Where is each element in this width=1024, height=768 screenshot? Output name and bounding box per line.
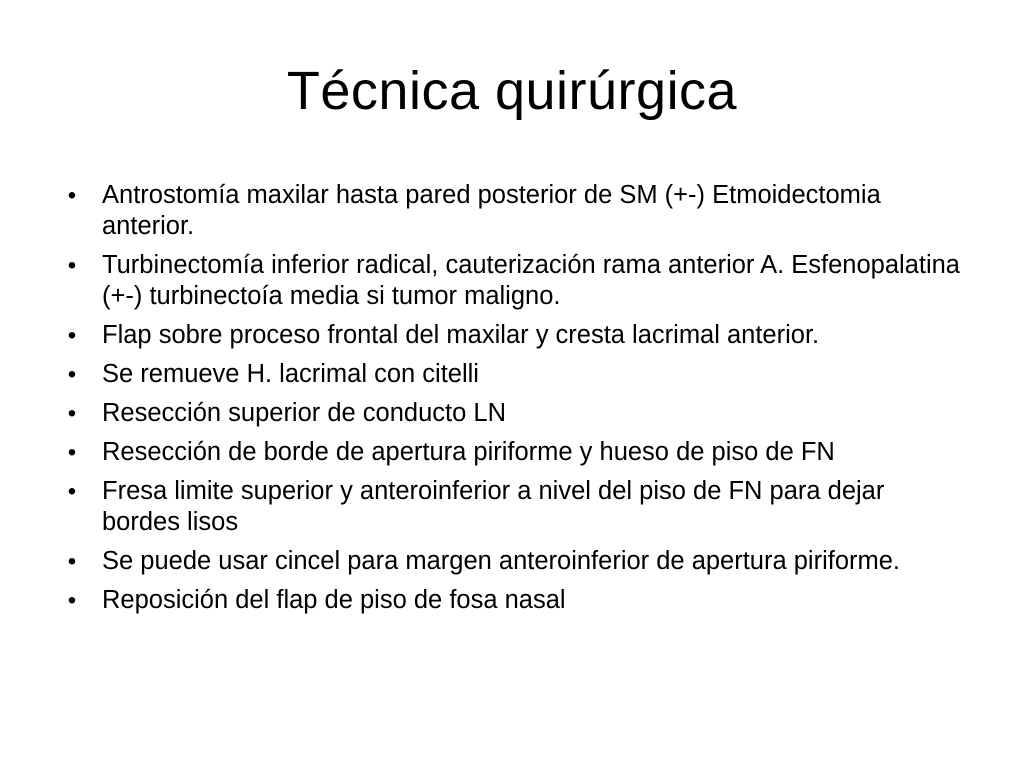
bullet-dot-icon: • (67, 322, 77, 349)
bullet-item (62, 320, 962, 351)
bullet-text: Turbinectomía inferior radical, cauterización rama anterior A. Esfenopalatina (+-) turbinectoía media si tumor maligno. (102, 251, 960, 310)
bullet-text: Fresa limite superior y anteroinferior a nivel del piso de FN para dejar bordes lisos (102, 477, 885, 536)
bullet-text: Se puede usar cincel para margen anteroinferior de apertura piriforme. (102, 547, 901, 575)
bullet-dot-icon: • (67, 478, 77, 505)
bullet-item (62, 398, 962, 429)
bullet-list (62, 180, 962, 624)
bullet-text: Resección de borde de apertura piriforme y hueso de piso de FN (102, 438, 835, 466)
bullet-dot-icon: • (67, 548, 77, 575)
bullet-item (62, 437, 962, 468)
bullet-item (62, 585, 962, 616)
bullet-item (62, 476, 962, 538)
bullet-text: Flap sobre proceso frontal del maxilar y cresta lacrimal anterior. (102, 321, 820, 349)
bullet-dot-icon: • (67, 587, 77, 614)
bullet-dot-icon: • (67, 182, 77, 209)
bullet-text: Antrostomía maxilar hasta pared posterior de SM (+-) Etmoidectomia anterior. (102, 181, 881, 240)
bullet-dot-icon: • (67, 439, 77, 466)
bullet-item (62, 250, 962, 312)
slide-title: Técnica quirúrgica (286, 61, 738, 121)
bullet-dot-icon: • (67, 252, 77, 279)
bullet-item (62, 180, 962, 242)
bullet-item (62, 359, 962, 390)
bullet-text: Resección superior de conducto LN (102, 399, 506, 427)
bullet-dot-icon: • (67, 400, 77, 427)
bullet-item (62, 546, 962, 577)
bullet-dot-icon: • (67, 361, 77, 388)
bullet-text: Reposición del flap de piso de fosa nasal (102, 586, 566, 614)
bullet-text: Se remueve H. lacrimal con citelli (102, 360, 479, 388)
